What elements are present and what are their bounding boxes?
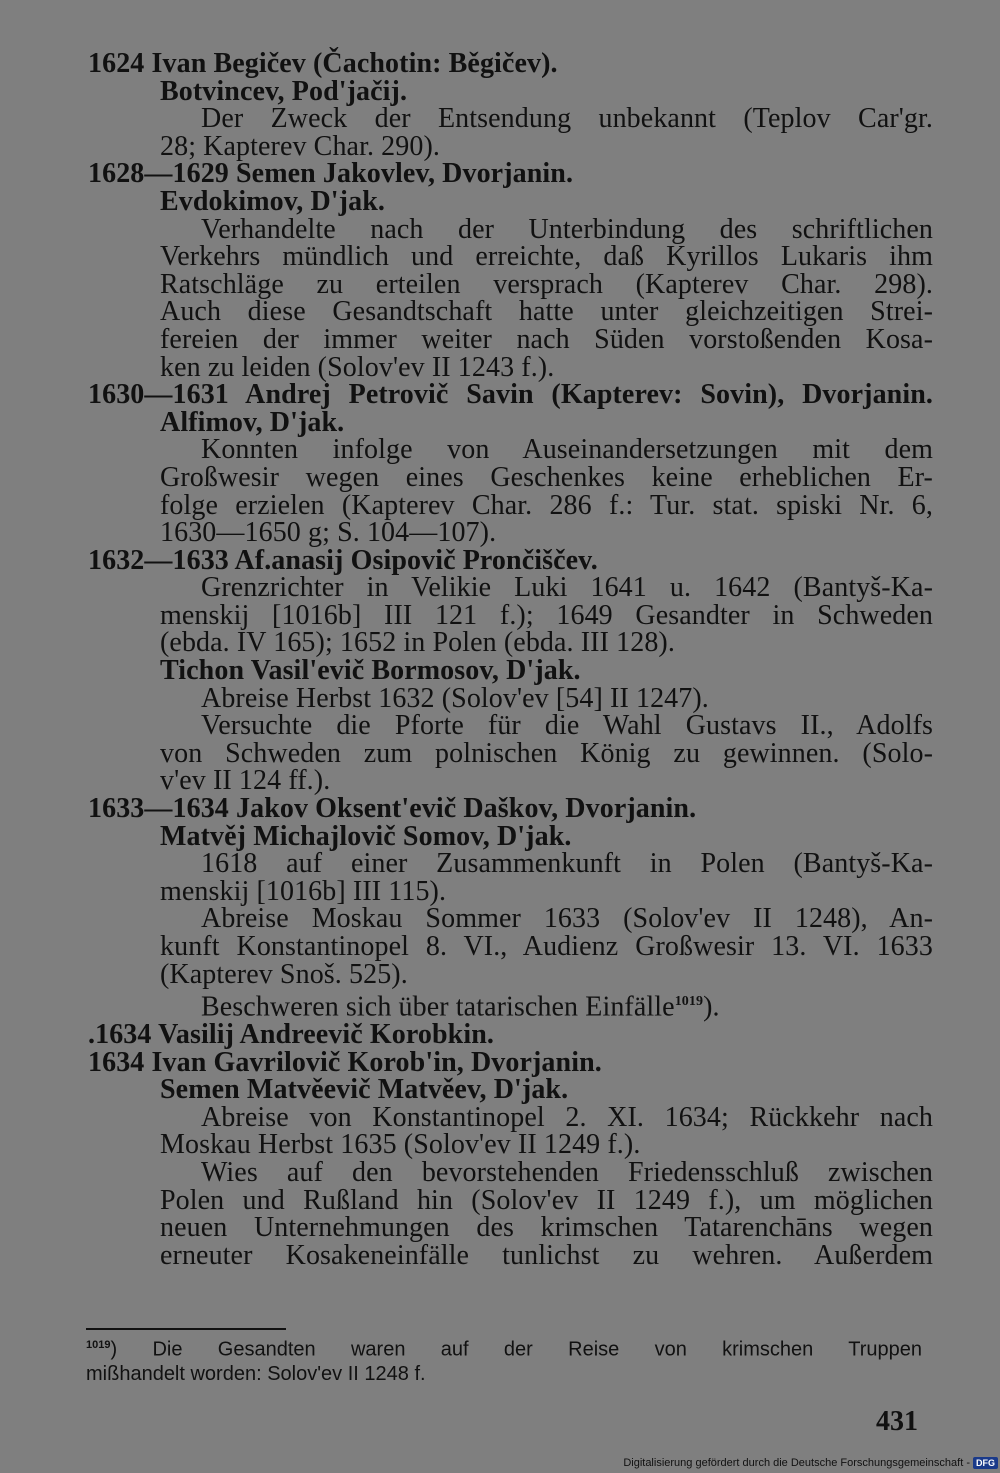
line-text-after: ). (703, 991, 720, 1023)
text-line (88, 1239, 933, 1271)
text-line (88, 875, 933, 907)
text-line (88, 767, 933, 795)
footnote-marker: 1019 (86, 1339, 111, 1351)
line-text: ken zu leiden (Solov'ev II 1243 f.). (160, 351, 555, 383)
text-line (88, 50, 933, 78)
footnote-text-1: ) Die Gesandten waren auf der Reise von krimschen Truppen (110, 1338, 922, 1361)
line-text: menskij [1016b] III 115). (160, 875, 447, 907)
digitization-credit (623, 1457, 998, 1469)
line-text: Evdokimov, D'jak. (160, 185, 385, 217)
line-text: erneuter Kosakeneinfälle tunlichst zu wehren. Außerdem (160, 1239, 933, 1271)
main-text (88, 50, 933, 1269)
line-text: Tichon Vasil'evič Bormosov, D'jak. (160, 655, 581, 687)
line-text: menskij [1016b] III 121 f.); 1649 Gesandter in Schweden (160, 599, 933, 631)
line-text: Semen Matvěevič Matvěev, D'jak. (160, 1074, 569, 1106)
line-text: Polen und Rußland hin (Solov'ev II 1249 f.), um möglichen (160, 1184, 933, 1216)
line-text: Großwesir wegen eines Geschenkes keine erheblichen Er- (160, 461, 933, 493)
line-text: von Schweden zum polnischen König zu gewinnen. (Solo- (160, 737, 933, 769)
line-text: fereien der immer weiter nach Süden vorstoßenden Kosa- (160, 323, 933, 355)
text-line (88, 1184, 933, 1216)
line-text: neuen Unternehmungen des krimschen Tatarenchāns wegen (160, 1212, 933, 1244)
text-line (88, 519, 933, 547)
line-text: Der Zweck der Entsendung unbekannt (Teplov Car'gr. (201, 103, 933, 135)
text-line (88, 351, 933, 383)
line-text: (ebda. IV 165); 1652 in Polen (ebda. III 128). (160, 627, 675, 659)
text-line (88, 323, 933, 355)
line-text: Moskau Herbst 1635 (Solov'ev II 1249 f.). (160, 1129, 641, 1161)
line-text: 1630—1650 g; S. 104—107). (160, 517, 497, 549)
text-line (88, 795, 933, 823)
text-line (88, 544, 933, 576)
text-line (88, 737, 933, 769)
text-line (88, 629, 933, 657)
text-line (88, 850, 933, 878)
text-line (88, 406, 933, 438)
footnote (86, 1333, 922, 1386)
line-text: Verhandelte nach der Unterbindung des schriftlichen (201, 213, 933, 245)
text-line (88, 988, 933, 1021)
line-text: 1633—1634 Jakov Oksent'evič Daškov, Dvorjanin. (88, 793, 697, 825)
line-text: v'ev II 124 ff.). (160, 765, 331, 797)
text-line (88, 185, 933, 217)
text-line (88, 1046, 933, 1078)
text-line (88, 657, 933, 685)
line-text: 1628—1629 Semen Jakovlev, Dvorjanin. (88, 158, 574, 190)
line-text: Matvěj Michajlovič Somov, D'jak. (160, 820, 572, 852)
line-text: 1634 Ivan Gavrilovič Korob'in, Dvorjanin. (88, 1046, 602, 1078)
text-line (88, 1076, 933, 1104)
text-line (88, 105, 933, 133)
line-text: Botvincev, Pod'jačij. (160, 75, 408, 107)
line-text: (Kapterev Snoš. 525). (160, 958, 408, 990)
text-line (88, 130, 933, 162)
line-text: Abreise Moskau Sommer 1633 (Solov'ev II 1248), An- (201, 903, 933, 935)
line-text: 1632—1633 Af.anasij Osipovič Prončiščev. (88, 544, 598, 576)
line-text: Auch diese Gesandtschaft hatte unter gleichzeitigen Strei- (160, 296, 933, 328)
text-line (88, 682, 933, 714)
line-text: .1634 Vasilij Andreevič Korobkin. (88, 1019, 495, 1051)
line-text: Konnten infolge von Auseinandersetzungen mit dem (201, 434, 933, 466)
footnote-ref: 1019 (674, 994, 704, 1010)
text-line (88, 213, 933, 245)
page-number: 431 (876, 1406, 918, 1437)
footnote-rule (86, 1328, 286, 1330)
text-line (88, 436, 933, 464)
text-line (88, 712, 933, 740)
credit-text: Digitalisierung gefördert durch die Deutsche Forschungsgemeinschaft - (623, 1457, 970, 1469)
line-text: Abreise Herbst 1632 (Solov'ev [54] II 1247). (201, 682, 709, 714)
line-text: Abreise von Konstantinopel 2. XI. 1634; Rückkehr nach (201, 1101, 933, 1133)
text-line (88, 933, 933, 961)
text-line (88, 75, 933, 107)
text-line (88, 1101, 933, 1133)
text-line (88, 574, 933, 602)
text-line (88, 1131, 933, 1159)
line-text: folge erzielen (Kapterev Char. 286 f.: Tur. stat. spiski Nr. 6, (160, 489, 933, 521)
text-line (88, 958, 933, 990)
line-text: Ratschläge zu erteilen versprach (Kapterev Char. 298). (160, 268, 933, 300)
line-text: Beschweren sich über tatarischen Einfälle (201, 991, 675, 1023)
line-text: Wies auf den bevorstehenden Friedensschluß zwischen (201, 1157, 933, 1189)
text-line (88, 599, 933, 631)
text-line (88, 243, 933, 271)
text-line (88, 820, 933, 852)
text-line (88, 1214, 933, 1242)
line-text: Versuchte die Pforte für die Wahl Gustavs II., Adolfs (201, 710, 933, 742)
line-text: Verkehrs mündlich und erreichte, daß Kyrillos Lukaris ihm (160, 241, 933, 273)
text-line (88, 381, 933, 409)
line-text: 28; Kapterev Char. 290). (160, 130, 440, 162)
footnote-line-2: mißhandelt worden: Solov'ev II 1248 f. (86, 1362, 426, 1385)
footnote-line-1 (86, 1333, 922, 1362)
line-text: kunft Konstantinopel 8. VI., Audienz Großwesir 13. VI. 1633 (160, 931, 933, 962)
text-line (88, 268, 933, 300)
text-line (88, 1021, 933, 1049)
text-line (88, 160, 933, 188)
text-line (88, 905, 933, 933)
text-line (88, 489, 933, 521)
dfg-logo: DFG (973, 1457, 998, 1469)
line-text: Grenzrichter in Velikie Luki 1641 u. 1642 (Bantyš-Ka- (201, 572, 933, 604)
line-text: Alfimov, D'jak. (160, 406, 345, 438)
line-text: 1630—1631 Andrej Petrovič Savin (Kapterev: Sovin), Dvorjanin. (88, 379, 933, 411)
line-text: 1618 auf einer Zusammenkunft in Polen (Bantyš-Ka- (201, 848, 933, 880)
text-line (88, 298, 933, 326)
text-line (88, 461, 933, 493)
line-text: 1624 Ivan Begičev (Čachotin: Běgičev). (88, 48, 558, 79)
text-line (88, 1159, 933, 1187)
